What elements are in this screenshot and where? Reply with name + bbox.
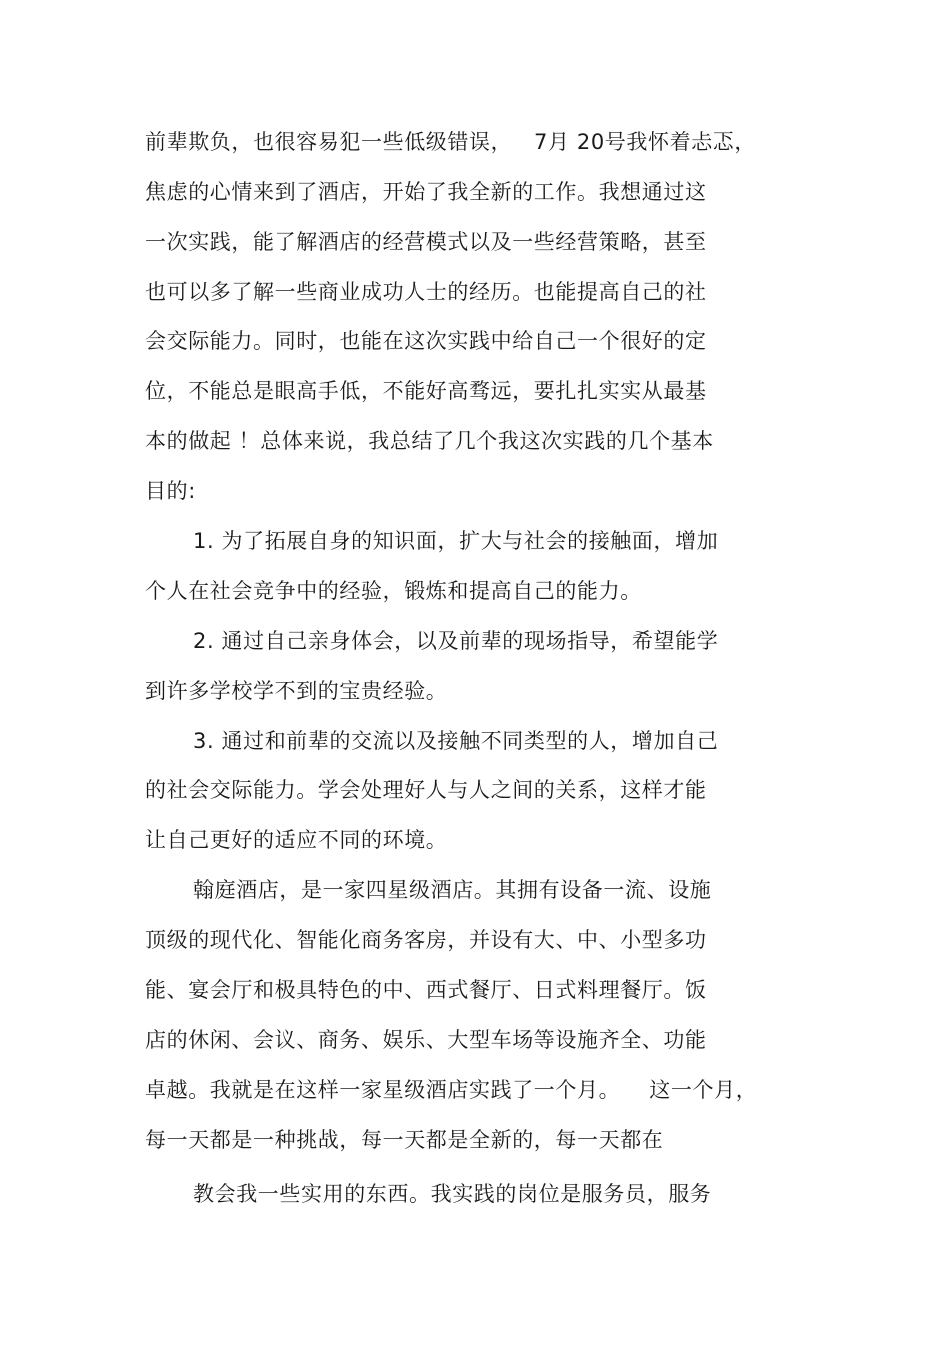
text-line: 本的做起 ！总体来说，我总结了几个我这次实践的几个基本 — [145, 429, 714, 453]
list-item-text: 3. 通过和前辈的交流以及接触不同类型的人，增加自己 — [193, 729, 719, 753]
text-line: 前辈欺负，也很容易犯一些低级错误， 7月 20号我怀着忐忑， — [145, 130, 756, 154]
text-line: 目的: — [145, 479, 196, 503]
text-line: 店的休闲、会议、商务、娱乐、大型车场等设施齐全、功能 — [145, 1028, 707, 1052]
text-line: 能、宴会厅和极具特色的中、西式餐厅、日式料理餐厅。饭 — [145, 978, 707, 1002]
text-line: 一次实践，能了解酒店的经营模式以及一些经营策略，甚至 — [145, 230, 707, 254]
list-item-text: 2. 通过自己亲身体会，以及前辈的现场指导，希望能学 — [193, 629, 719, 653]
text-line: 也可以多了解一些商业成功人士的经历。也能提高自己的社 — [145, 280, 707, 304]
text-line: 到许多学校学不到的宝贵经验。 — [145, 679, 448, 703]
paragraph-start: 翰庭酒店，是一家四星级酒店。其拥有设备一流、设施 — [193, 878, 712, 902]
text-line: 顶级的现代化、智能化商务客房，并设有大、中、小型多功 — [145, 928, 707, 952]
list-item-text: 1. 为了拓展自身的知识面，扩大与社会的接触面，增加 — [193, 529, 719, 553]
text-line: 会交际能力。同时，也能在这次实践中给自己一个很好的定 — [145, 329, 707, 353]
paragraph-start: 教会我一些实用的东西。我实践的岗位是服务员，服务 — [193, 1182, 712, 1206]
text-line: 卓越。我就是在这样一家星级酒店实践了一个月。 这一个月， — [145, 1078, 758, 1102]
text-line: 位，不能总是眼高手低，不能好高骛远，要扎扎实实从最基 — [145, 379, 707, 403]
text-line: 让自己更好的适应不同的环境。 — [145, 828, 448, 852]
text-line: 个人在社会竞争中的经验，锻炼和提高自己的能力。 — [145, 579, 642, 603]
text-line: 的社会交际能力。学会处理好人与人之间的关系，这样才能 — [145, 778, 707, 802]
text-line: 每一天都是一种挑战，每一天都是全新的，每一天都在 — [145, 1128, 664, 1152]
text-line: 焦虑的心情来到了酒店，开始了我全新的工作。我想通过这 — [145, 180, 707, 204]
